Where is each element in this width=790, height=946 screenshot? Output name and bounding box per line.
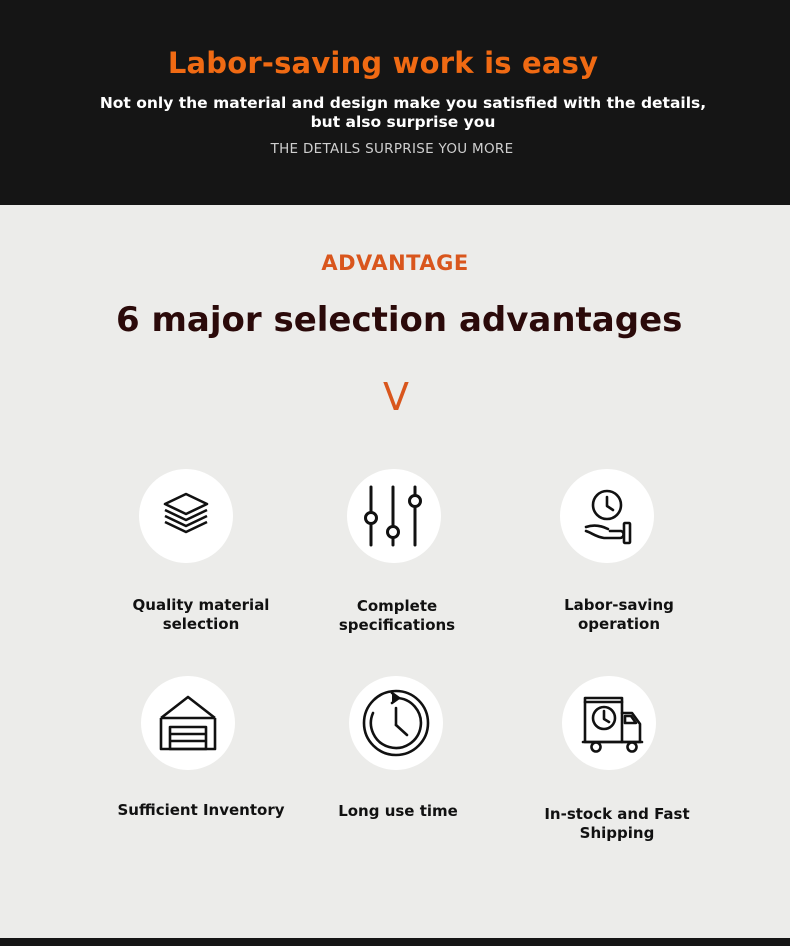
headline: Labor-saving work is easy [167,46,599,80]
feature-label-inventory: Sufficient Inventory [117,801,285,819]
feature-label-long-use: Long use time [338,802,458,820]
feature-label-specifications: Complete specifications [338,597,456,634]
feature-label-quality: Quality material selection [132,596,270,633]
sliders-icon [347,469,441,563]
feature-labor-saving [560,469,654,563]
feature-inventory [141,676,235,770]
advantage-label: ADVANTAGE [321,251,469,275]
delivery-truck-icon [562,676,656,770]
feature-label-shipping: In-stock and Fast Shipping [544,805,690,842]
feature-label-labor-saving: Labor-saving operation [564,596,674,633]
advantage-title: 6 major selection advantages [116,300,683,340]
subline [0,94,790,132]
feature-quality-material [139,469,233,563]
subline-line-1: Not only the material and design make you satisfied with the details, [99,94,707,112]
subline-line-2: but also surprise you [310,113,496,131]
hand-clock-icon [560,469,654,563]
feature-fast-shipping [562,676,656,770]
layers-icon [139,469,233,563]
warehouse-icon [141,676,235,770]
tagline: THE DETAILS SURPRISE YOU MORE [270,141,514,157]
feature-specifications [347,469,441,563]
feature-long-use [349,676,443,770]
clock-icon [349,676,443,770]
advantage-marker: V [383,375,409,419]
header-banner [0,0,790,205]
footer-bar [0,938,790,946]
